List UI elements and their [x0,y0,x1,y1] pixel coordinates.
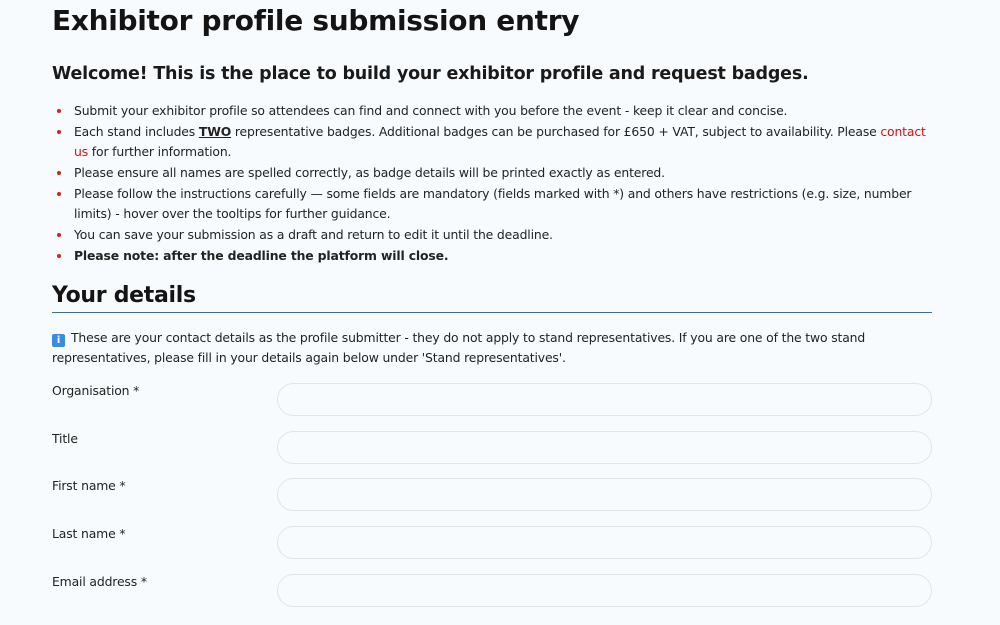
organisation-label: Organisation * [52,383,140,398]
organisation-row [52,383,932,417]
organisation-input[interactable] [277,383,932,416]
title-input[interactable] [277,431,932,464]
last-name-label: Last name * [52,526,126,541]
instruction-item: You can save your submission as a draft and return to edit it until the deadline. [52,225,932,245]
instruction-item-deadline: Please note: after the deadline the platform will close. [52,246,932,266]
bullet-icon [57,233,61,237]
your-details-heading: Your details [52,283,932,313]
bullet-icon [57,109,61,113]
email-row [52,574,932,608]
email-input[interactable] [277,574,932,607]
info-icon: i [52,334,65,347]
contact-us-link[interactable]: contact us [74,124,926,159]
instruction-item: Please follow the instructions carefully — some fields are mandatory (fields marked with *) and others have restrictions (e.g. size, number limits) - hover over the tooltips for further guidance. [52,184,932,224]
instruction-item: Each stand includes TWO representative badges. Additional badges can be purchased for £650 + VAT, subject to availability. Please contact us for further information. [52,122,932,162]
last-name-row [52,526,932,560]
info-note: i These are your contact details as the profile submitter - they do not apply to stand representatives. If you are one of the two stand representatives, please fill in your details again below under 'Stand representatives'. [52,330,866,365]
title-row [52,431,932,465]
last-name-input[interactable] [277,526,932,559]
bullet-icon [57,192,61,196]
instructions-list [52,101,932,267]
page-title: Exhibitor profile submission entry [52,4,580,37]
title-label: Title [52,431,78,446]
first-name-row [52,478,932,512]
bullet-icon [57,130,61,134]
bullet-icon [57,254,61,258]
instruction-item: Please ensure all names are spelled correctly, as badge details will be printed exactly as entered. [52,163,932,183]
welcome-heading: Welcome! This is the place to build your exhibitor profile and request badges. [52,64,809,84]
email-label: Email address * [52,574,147,589]
first-name-label: First name * [52,478,126,493]
first-name-input[interactable] [277,478,932,511]
badge-count-emphasis: TWO [198,124,232,139]
instruction-item: Submit your exhibitor profile so attendees can find and connect with you before the event - keep it clear and concise. [52,101,932,121]
bullet-icon [57,171,61,175]
